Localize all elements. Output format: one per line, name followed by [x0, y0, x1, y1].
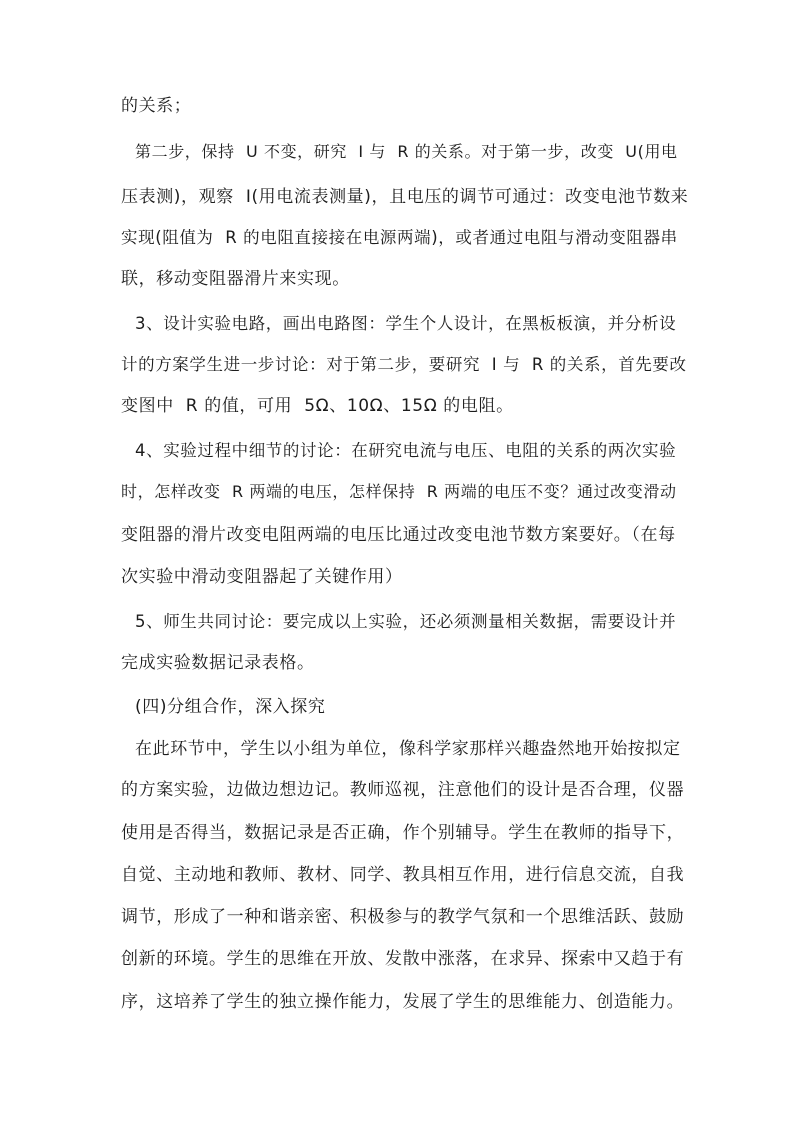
- text-line: 的方案实验，边做边想边记。教师巡视，注意他们的设计是否合理，仪器: [121, 780, 685, 800]
- text-line: 次实验中滑动变阻器起了关键作用）: [121, 567, 403, 587]
- text-line: 的关系；: [121, 96, 192, 116]
- text-line: 5、师生共同讨论：要完成以上实验，还必须测量相关数据，需要设计并: [135, 612, 677, 631]
- text-line: 3、设计实验电路，画出电路图：学生个人设计，在黑板板演，并分析设: [135, 314, 677, 333]
- text-line: 自觉、主动地和教师、教材、同学、教具相互作用，进行信息交流，自我: [121, 865, 685, 885]
- text-line: 序，这培养了学生的独立操作能力，发展了学生的思维能力、创造能力。: [121, 992, 685, 1012]
- text-line: 实现(阻值为 R 的电阻直接接在电源两端)，或者通过电阻与滑动变阻器串: [121, 228, 678, 247]
- text-line: 在此环节中，学生以小组为单位，像科学家那样兴趣盎然地开始按拟定: [135, 739, 681, 759]
- text-line: 创新的环境。学生的思维在开放、发散中涨落，在求异、探索中又趋于有: [121, 949, 685, 969]
- text-line: 使用是否得当，数据记录是否正确，作个别辅导。学生在教师的指导下，: [121, 823, 685, 843]
- text-line: 计的方案学生进一步讨论：对于第二步，要研究 I 与 R 的关系，首先要改: [121, 355, 687, 374]
- text-line: 压表测)，观察 I(用电流表测量)，且电压的调节可通过：改变电池节数来: [121, 187, 689, 207]
- text-line: 调节，形成了一种和谐亲密、积极参与的教学气氛和一个思维活跃、鼓励: [121, 907, 685, 927]
- text-line: 完成实验数据记录表格。: [121, 653, 315, 673]
- text-line: 变图中 R 的值，可用 5Ω、10Ω、15Ω 的电阻。: [121, 396, 514, 416]
- text-line: 第二步，保持 U 不变，研究 I 与 R 的关系。对于第一步，改变 U(用电: [135, 142, 678, 161]
- section-heading: (四)分组合作，深入探究: [135, 697, 326, 717]
- text-line: 时，怎样改变 R 两端的电压，怎样保持 R 两端的电压不变？通过改变滑动: [121, 482, 677, 501]
- text-line: 4、实验过程中细节的讨论：在研究电流与电压、电阻的关系的两次实验: [135, 441, 677, 460]
- text-line: 联，移动变阻器滑片来实现。: [121, 269, 350, 289]
- text-line: 变阻器的滑片改变电阻两端的电压比通过改变电池节数方案要好。（在每: [121, 525, 676, 545]
